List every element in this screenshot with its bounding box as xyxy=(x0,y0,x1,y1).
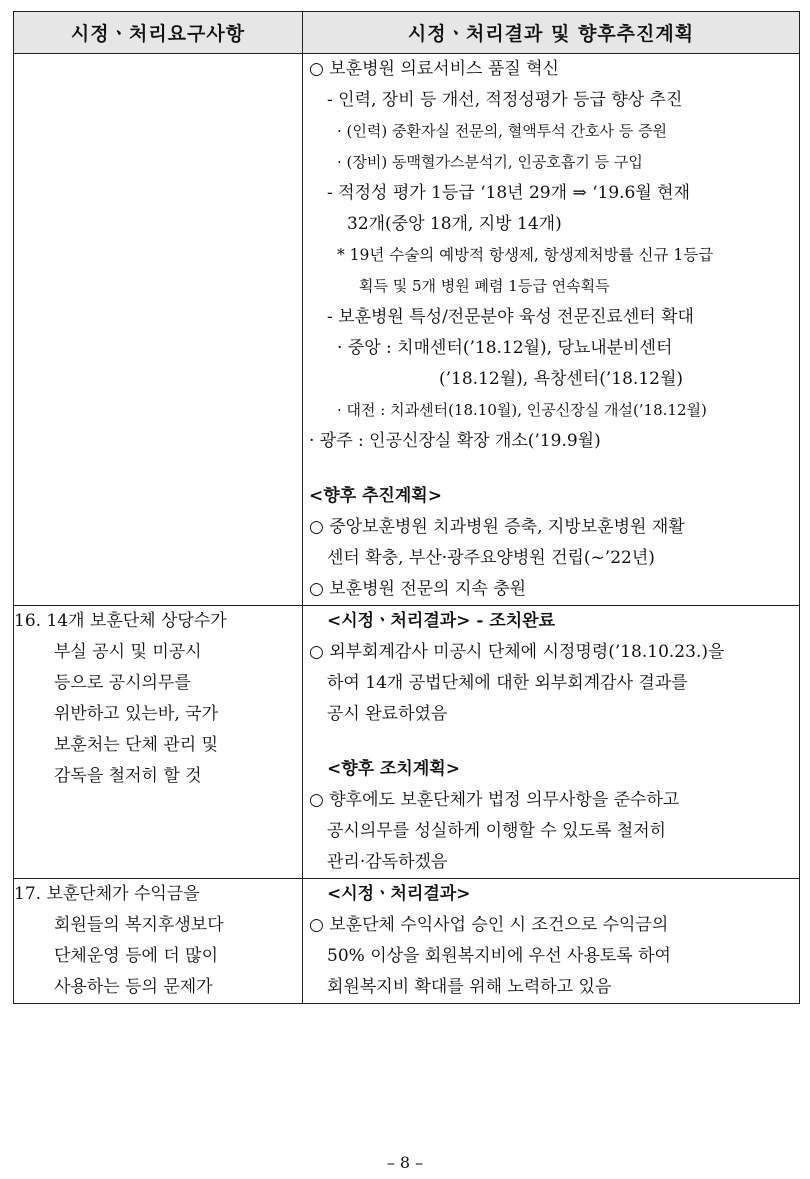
continuation-line: 부실 공시 및 미공시 xyxy=(54,642,202,662)
result-cell xyxy=(303,606,800,879)
header-request: 시정ㆍ처리요구사항 xyxy=(14,12,303,54)
continuation-line: (’18.12월), 욕창센터(’18.12월) xyxy=(439,369,684,389)
continuation-line: 보훈처는 단체 관리 및 xyxy=(54,735,219,755)
bullet-item: ○ 외부회계감사 미공시 단체에 시정명령(’18.10.23.)을 xyxy=(309,642,725,662)
dash-item: - 보훈병원 특성/전문분야 육성 전문진료센터 확대 xyxy=(327,307,694,327)
continuation-line: 등으로 공시의무를 xyxy=(54,673,191,693)
dash-item: - 적정성 평가 1등급 ‘18년 29개 ⇒ ‘19.6월 현재 xyxy=(327,183,691,203)
request-item: 17. 보훈단체가 수익금을 xyxy=(14,884,200,904)
request-item: 16. 14개 보훈단체 상당수가 xyxy=(14,611,227,631)
result-cell xyxy=(303,879,800,1004)
continuation-line: 50% 이상을 회원복지비에 우선 사용토록 하여 xyxy=(327,946,671,966)
continuation-line: 32개(중앙 18개, 지방 14개) xyxy=(347,214,562,234)
continuation-line: 회원들의 복지후생보다 xyxy=(54,915,224,935)
dot-item: · (장비) 동맥혈가스분석기, 인공호흡기 등 구입 xyxy=(337,153,643,171)
continuation-line: 하여 14개 공법단체에 대한 외부회계감사 결과를 xyxy=(327,673,688,693)
continuation-line: 단체운영 등에 더 많이 xyxy=(54,946,219,966)
request-cell xyxy=(14,606,303,879)
dot-item: · 대전 : 치과센터(18.10월), 인공신장실 개설(’18.12월) xyxy=(337,401,707,419)
section-heading: <향후 추진계획> xyxy=(309,486,442,506)
continuation-line: 회원복지비 확대를 위해 노력하고 있음 xyxy=(327,977,612,997)
footnote-item: * 19년 수술의 예방적 항생제, 항생제처방률 신규 1등급 xyxy=(337,246,714,264)
continuation-line: 센터 확충, 부산·광주요양병원 건립(~’22년) xyxy=(327,548,655,568)
bullet-item: ○ 보훈병원 의료서비스 품질 혁신 xyxy=(309,59,559,79)
section-heading: <향후 조치계획> xyxy=(327,759,460,779)
continuation-line: 관리·감독하겠음 xyxy=(327,852,448,872)
table-row xyxy=(14,54,800,606)
bullet-item: ○ 향후에도 보훈단체가 법정 의무사항을 준수하고 xyxy=(309,790,680,810)
dot-item: · 중앙 : 치매센터(’18.12월), 당뇨내분비센터 xyxy=(337,338,673,358)
result-cell xyxy=(303,54,800,606)
dot-item: · 광주 : 인공신장실 확장 개소(’19.9월) xyxy=(309,431,601,451)
continuation-line: 사용하는 등의 문제가 xyxy=(54,977,213,997)
bullet-item: ○ 보훈단체 수익사업 승인 시 조건으로 수익금의 xyxy=(309,915,669,935)
continuation-line: 공시의무를 성실하게 이행할 수 있도록 철저히 xyxy=(327,821,667,841)
header-result: 시정ㆍ처리결과 및 향후추진계획 xyxy=(303,12,800,54)
review-table xyxy=(13,11,800,1004)
table-row xyxy=(14,879,800,1004)
bullet-item: ○ 보훈병원 전문의 지속 충원 xyxy=(309,579,527,599)
section-heading: <시정ㆍ처리결과> xyxy=(327,884,471,904)
bullet-item: ○ 중앙보훈병원 치과병원 증축, 지방보훈병원 재활 xyxy=(309,517,685,537)
table-header-row xyxy=(14,12,800,54)
continuation-line: 공시 완료하였음 xyxy=(327,704,448,724)
section-heading: <시정ㆍ처리결과> - 조치완료 xyxy=(327,611,556,631)
page-number: – 8 – xyxy=(386,1153,424,1172)
table-row xyxy=(14,606,800,879)
continuation-line: 획득 및 5개 병원 폐렴 1등급 연속획득 xyxy=(359,277,610,295)
request-cell xyxy=(14,879,303,1004)
request-cell-empty xyxy=(14,54,303,606)
dash-item: - 인력, 장비 등 개선, 적정성평가 등급 향상 추진 xyxy=(327,90,683,110)
continuation-line: 위반하고 있는바, 국가 xyxy=(54,704,219,724)
dot-item: · (인력) 중환자실 전문의, 혈액투석 간호사 등 증원 xyxy=(337,122,667,140)
continuation-line: 감독을 철저히 할 것 xyxy=(54,766,202,786)
